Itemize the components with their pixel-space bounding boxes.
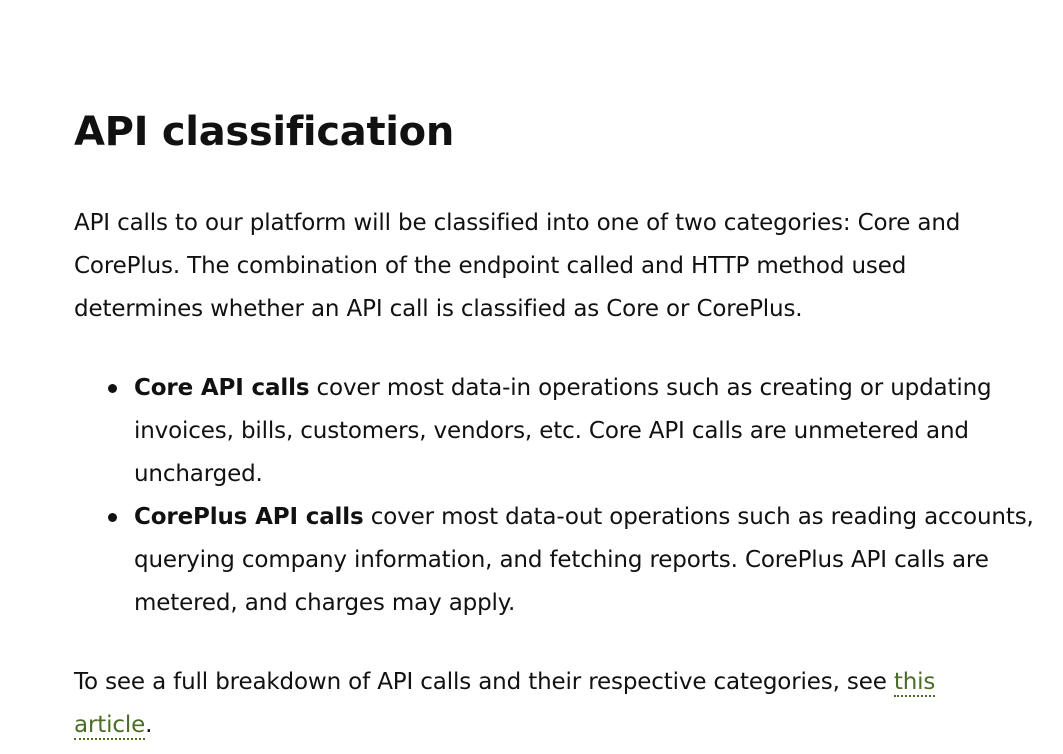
bullet-icon	[108, 384, 117, 393]
coreplus-description: cover most data-out operations such as reading accounts, querying company information, and fetching reports. CorePlus API calls are metered, and charges may apply.	[134, 504, 1034, 616]
this-article-link[interactable]: this article	[74, 669, 936, 738]
article-content	[74, 106, 1054, 747]
category-list	[74, 367, 1054, 625]
list-item-core	[134, 367, 1024, 496]
bullet-icon	[108, 513, 117, 522]
core-term: Core API calls	[134, 375, 310, 401]
list-item-coreplus	[134, 496, 1059, 625]
core-description: cover most data-in operations such as creating or updating invoices, bills, customers, vendors, etc. Core API calls are unmetered and uncharged.	[134, 375, 992, 487]
closing-paragraph	[74, 661, 974, 747]
intro-paragraph: API calls to our platform will be classified into one of two categories: Core and CorePlus. The combination of the endpoint called and HTTP method used determines whether an API call is classified as Core or CorePlus.	[74, 210, 961, 322]
closing-period: .	[145, 712, 153, 738]
coreplus-term: CorePlus API calls	[134, 504, 364, 530]
closing-text: To see a full breakdown of API calls and their respective categories, see	[74, 669, 894, 695]
page-title: API classification	[74, 109, 455, 155]
